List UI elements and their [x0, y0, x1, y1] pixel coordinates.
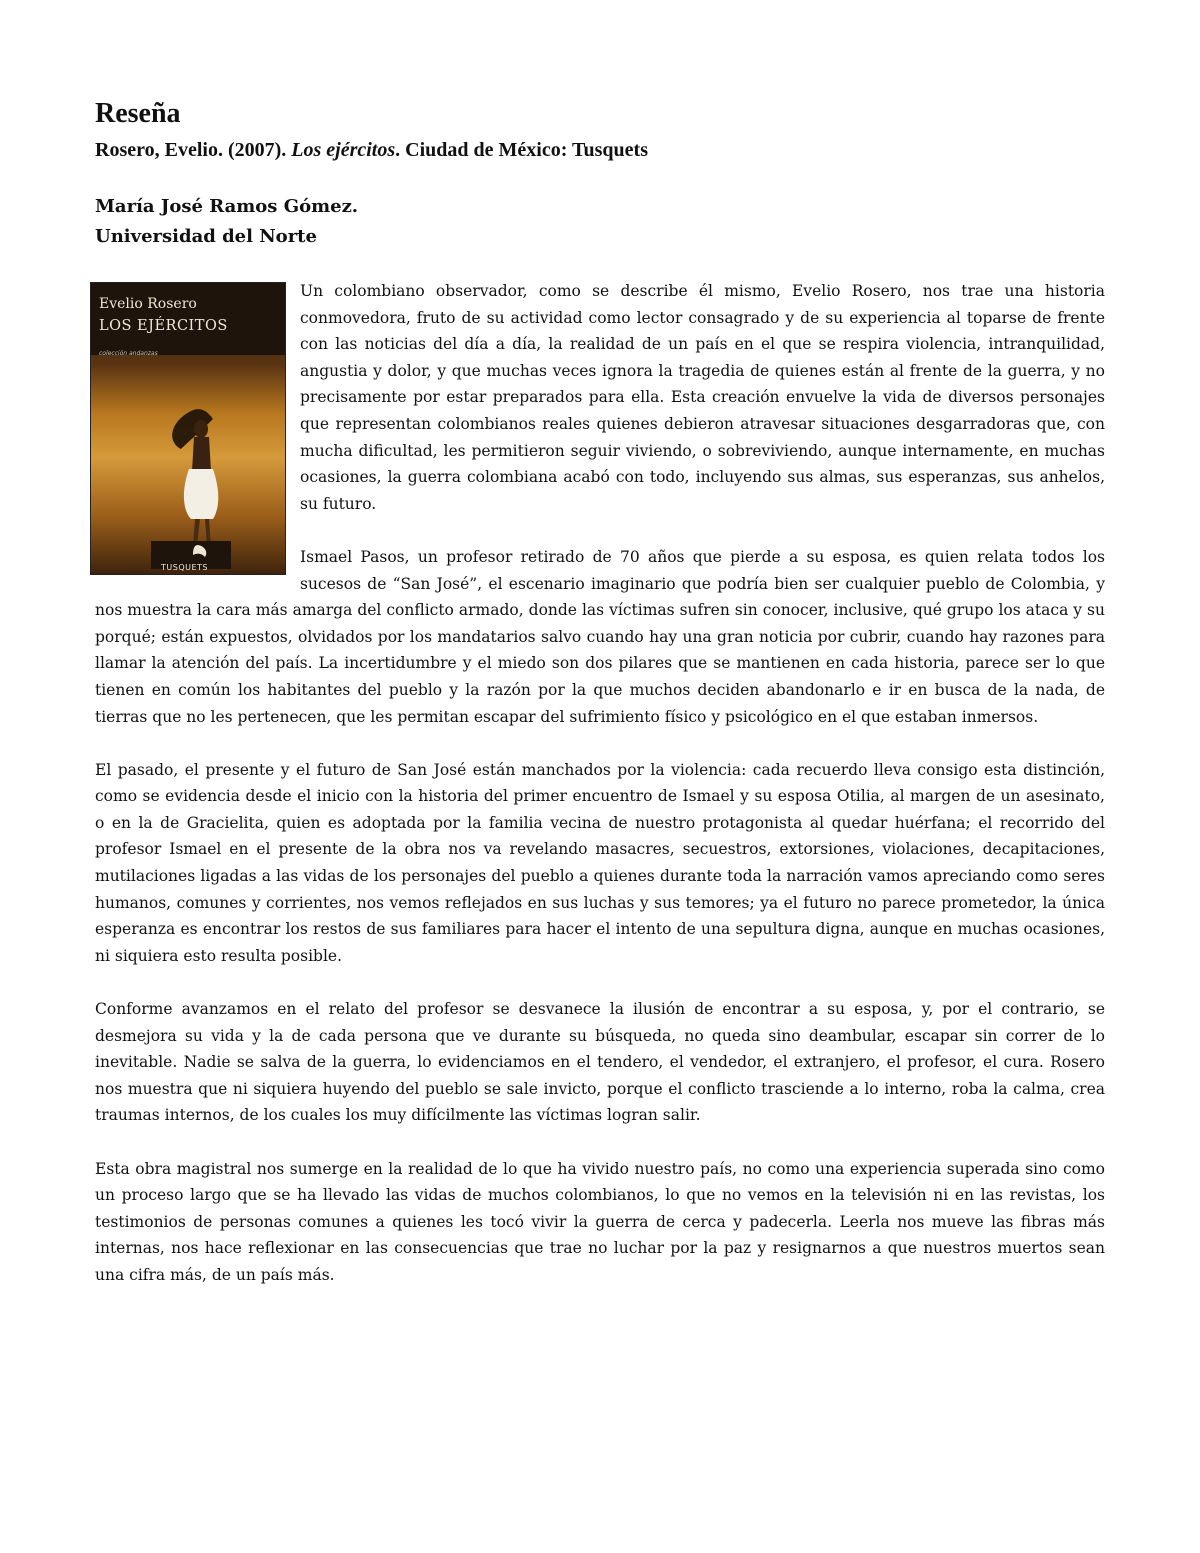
paragraph-2: Ismael Pasos, un profesor retirado de 70 años que pierde a su esposa, es quien relata todos los sucesos de “San José”, el escenario imaginario que podría bien ser cualquier pueblo de Colombia, y nos muestra la cara más amarga del conflicto armado, donde las víctimas sufren sin conocer, inclusive, qué grupo los ataca y su porqué; están expuestos, olvidados por los mandatarios salvo cuando hay una gran noticia por cubrir, cuando hay razones para llamar la atención del país. La incertidumbre y el miedo son dos pilares que se mantienen en cada historia, parece ser lo que tienen en común los habitantes del pueblo y la razón por la que muchos deciden abandonarlo e ir en busca de la nada, de tierras que no les pertenecen, que les permitan escapar del sufrimiento físico y psicológico en el que estaban inmersos. [95, 547, 1105, 726]
cover-publisher: TUSQUETS [161, 563, 208, 572]
author-block [95, 192, 1105, 252]
paragraph-4: Conforme avanzamos en el relato del profesor se desvanece la ilusión de encontrar a su esposa, y, por el contrario, se desmejora su vida y la de cada persona que ve durante su búsqueda, no queda sino deambular, escapar sin correr de lo inevitable. Nadie se salva de la guerra, lo evidenciamos en el tendero, el vendedor, el extranjero, el profesor, el cura. Rosero nos muestra que ni siquiera huyendo del pueblo se sale invicto, porque el conflicto trasciende a lo interno, roba la calma, crea traumas internos, de los cuales los muy difícilmente las víctimas logran salir. [95, 1000, 1105, 1125]
book-cover-image [90, 282, 286, 575]
citation-book-title: Los ejércitos [291, 139, 396, 161]
citation-prefix: Rosero, Evelio. (2007). [95, 139, 292, 161]
review-page [95, 96, 1105, 1315]
paragraph-5: Esta obra magistral nos sumerge en la realidad de lo que ha vivido nuestro país, no como una experiencia superada sino como un proceso largo que se ha llevado las vidas de muchos colombianos, lo que no vemos en la televisión ni en las revistas, los testimonios de personas comunes a quienes les tocó vivir la guerra de cerca y padecerla. Leerla nos mueve las fibras más internas, nos hace reflexionar en las consecuencias que trae no luchar por la paz y resignarnos a que nuestros muertos sean una cifra más, de un país más. [95, 1159, 1105, 1284]
cover-series: colección andanzas [99, 350, 158, 357]
paragraph-1: Un colombiano observador, como se describe él mismo, Evelio Rosero, nos trae una historia conmovedora, fruto de su actividad como lector consagrado y de su experiencia al toparse de frente con las noticias del día a día, la realidad de un país en el que se respira violencia, intranquilidad, angustia y dolor, y que muchas veces ignora la tragedia de quienes están al frente de la guerra, y no precisamente por estar preparados para ella. Esta creación envuelve la vida de diversos personajes que representan colombianos reales quienes debieron atravesar situaciones desgarradoras que, con mucha dificultad, les permitieron seguir viviendo, o sobreviviendo, aunque internamente, en muchas ocasiones, la guerra colombiana acabó con todo, incluyendo sus almas, sus esperanzas, sus anhelos, su futuro. [300, 282, 1105, 513]
book-citation [95, 136, 1105, 164]
author-affiliation: Universidad del Norte [95, 226, 317, 247]
cover-title: LOS EJÉRCITOS [99, 318, 228, 334]
cover-woman-figure [161, 401, 241, 551]
page-title: Reseña [95, 98, 181, 129]
paragraph-3: El pasado, el presente y el futuro de San José están manchados por la violencia: cada recuerdo lleva consigo esta distinción, como se evidencia desde el inicio con la historia del primer encuentro de Ismael y su esposa Otilia, al margen de un asesinato, o en la de Gracielita, quien es adoptada por la familia vecina de nuestro protagonista al quedar huérfana; el recorrido del profesor Ismael en el presente de la obra nos va revelando masacres, secuestros, extorsiones, violaciones, decapitaciones, mutilaciones ligadas a las vidas de los personajes del pueblo a quienes durante toda la narración vamos apreciando como seres humanos, comunes y corrientes, nos vemos reflejados en sus luchas y sus temores; ya el futuro no parece prometedor, la única esperanza es encontrar los restos de sus familiares para hacer el intento de una sepultura digna, aunque en muchas ocasiones, ni siquiera esto resulta posible. [95, 760, 1105, 965]
review-body [95, 278, 1105, 1289]
cover-author: Evelio Rosero [99, 296, 197, 312]
review-author: María José Ramos Gómez. [95, 196, 359, 217]
citation-suffix: . Ciudad de México: Tusquets [395, 139, 648, 161]
